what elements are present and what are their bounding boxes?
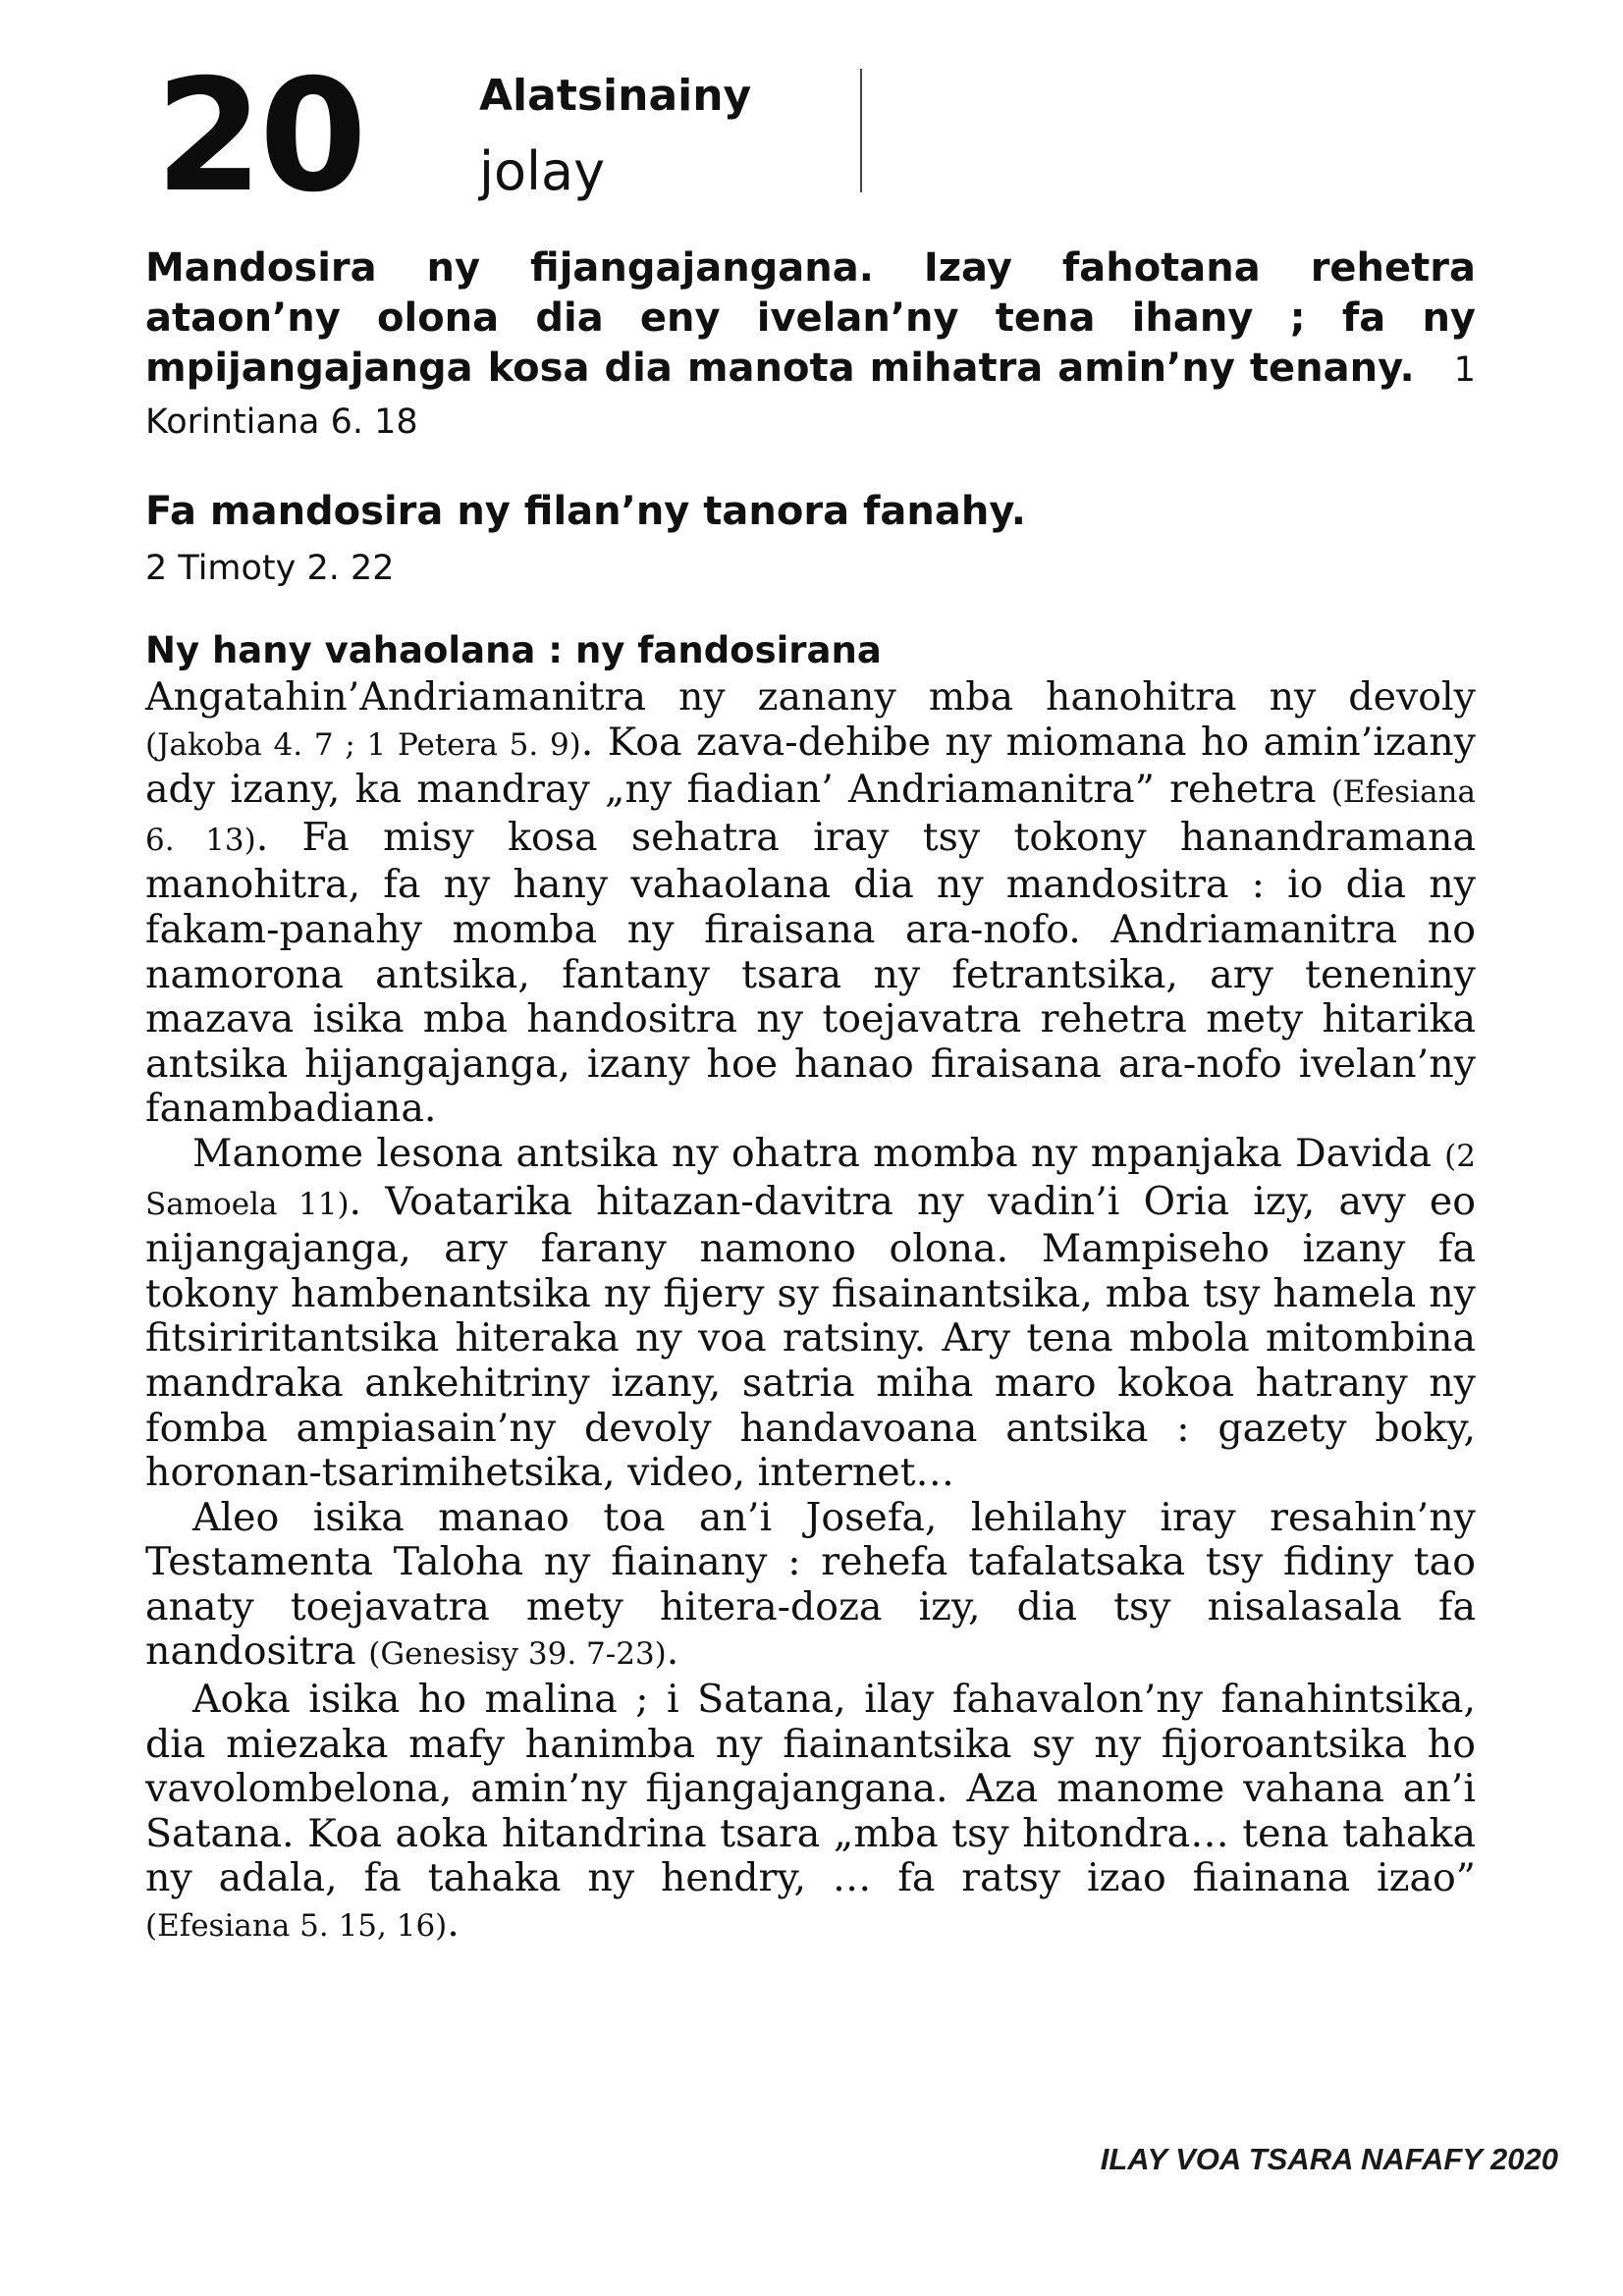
header-divider [860,69,862,192]
paragraph-text: . Voatarika hitazan-davitra ny vadin’i Oria izy, avy eo nijangajanga, ary farany namono olona. Mampiseho izany fa tokony hambenantsika ny fijery sy fisainantsika, mba tsy hamela ny fitsiriritantsika hiteraka ny voa ratsiny. Ary tena mbola mitombina mandraka ankehitriny izany, satria miha maro kokoa hatrany ny fomba ampiasain’ny devoly handavoana antsika : gazety boky, horonan-tsarimihetsika, video, internet… [145,1178,1476,1496]
paragraph-text: . [447,1900,460,1947]
paragraph-text: Aleo isika manao toa an’i Josefa, lehilahy iray resahin’ny Testamenta Taloha ny fiainany : rehefa tafalatsaka tsy fidiny tao anaty toejavatra mety hitera-doza izy, dia tsy nisalasala fa nandositra [145,1494,1476,1675]
day-number: 20 [155,46,363,227]
scripture-citation: (Jakoba 4. 7 ; 1 Petera 5. 9) [145,726,581,763]
paragraph-text: Manome lesona antsika ny ohatra momba ny mpanjaka Davida [192,1130,1445,1176]
scripture-citation: (2 Samoela 11) [145,1138,1476,1222]
month-name: jolay [479,140,606,202]
paragraph-text: Angatahin’Andriamanitra ny zanany mba hanohitra ny devoly [145,674,1476,720]
paragraph-text: Aoka isika ho malina ; i Satana, ilay fahavalon’ny fanahintsika, dia miezaka mafy hanimba ny fiainantsika sy ny fijoroantsika ho vavolombelona, amin’ny fijangajangana. Aza manome vahana an’i Satana. Koa aoka hitandrina tsara „mba tsy hitondra… tena tahaka ny adala, fa tahaka ny hendry, … fa ratsy izao fiainana izao” [145,1677,1476,1901]
verse-of-the-day [145,243,1476,448]
paragraph-text: . Fa misy kosa sehatra iray tsy tokony hanandramana manohitra, fa ny hany vahaolana dia ny mandositra : io dia ny fakam-panahy momba ny firaisana ara-nofo. Andriamanitra no namorona antsika, fantany tsara ny fetrantsika, ary teneniny mazava isika mba handositra ny toejavatra rehetra mety hitarika antsika hijangajanga, izany hoe hanao firaisana ara-nofo ivelan’ny fanambadiana. [145,814,1476,1132]
scripture-citation: (Genesisy 39. 7-23) [368,1636,667,1673]
scripture-citation: (Efesiana 6. 13) [145,774,1476,858]
verse-reference: 1 Korintiana 6. 18 [145,350,1476,442]
secondary-verse: Fa mandosira ny filan’ny tanora fanahy. [145,489,1026,534]
verse-text: Mandosira ny fijangajangana. Izay fahotana rehetra ataon’ny olona dia eny ivelan’ny tena ihany ; fa ny mpijangajanga kosa dia manota mihatra amin’ny tenany. [145,245,1476,391]
paragraph-text: . [666,1629,679,1675]
footer-publication-title: ILAY VOA TSARA NAFAFY 2020 [1100,2142,1558,2176]
meditation-section [145,628,1476,1949]
meditation-paragraph [145,1496,1476,1678]
meditation-paragraph [145,1132,1476,1496]
meditation-paragraph [145,675,1476,1132]
weekday-name: Alatsinainy [479,71,752,121]
meditation-paragraph [145,1678,1476,1949]
meditation-title: Ny hany vahaolana : ny fandosirana [145,629,882,671]
paragraph-text: . Koa zava-dehibe ny miomana ho amin’izany ady izany, ka mandray „ny fiadian’ Andriamanitra” rehetra [145,719,1476,813]
secondary-verse-reference: 2 Timoty 2. 22 [145,549,395,588]
scripture-citation: (Efesiana 5. 15, 16) [145,1908,448,1945]
